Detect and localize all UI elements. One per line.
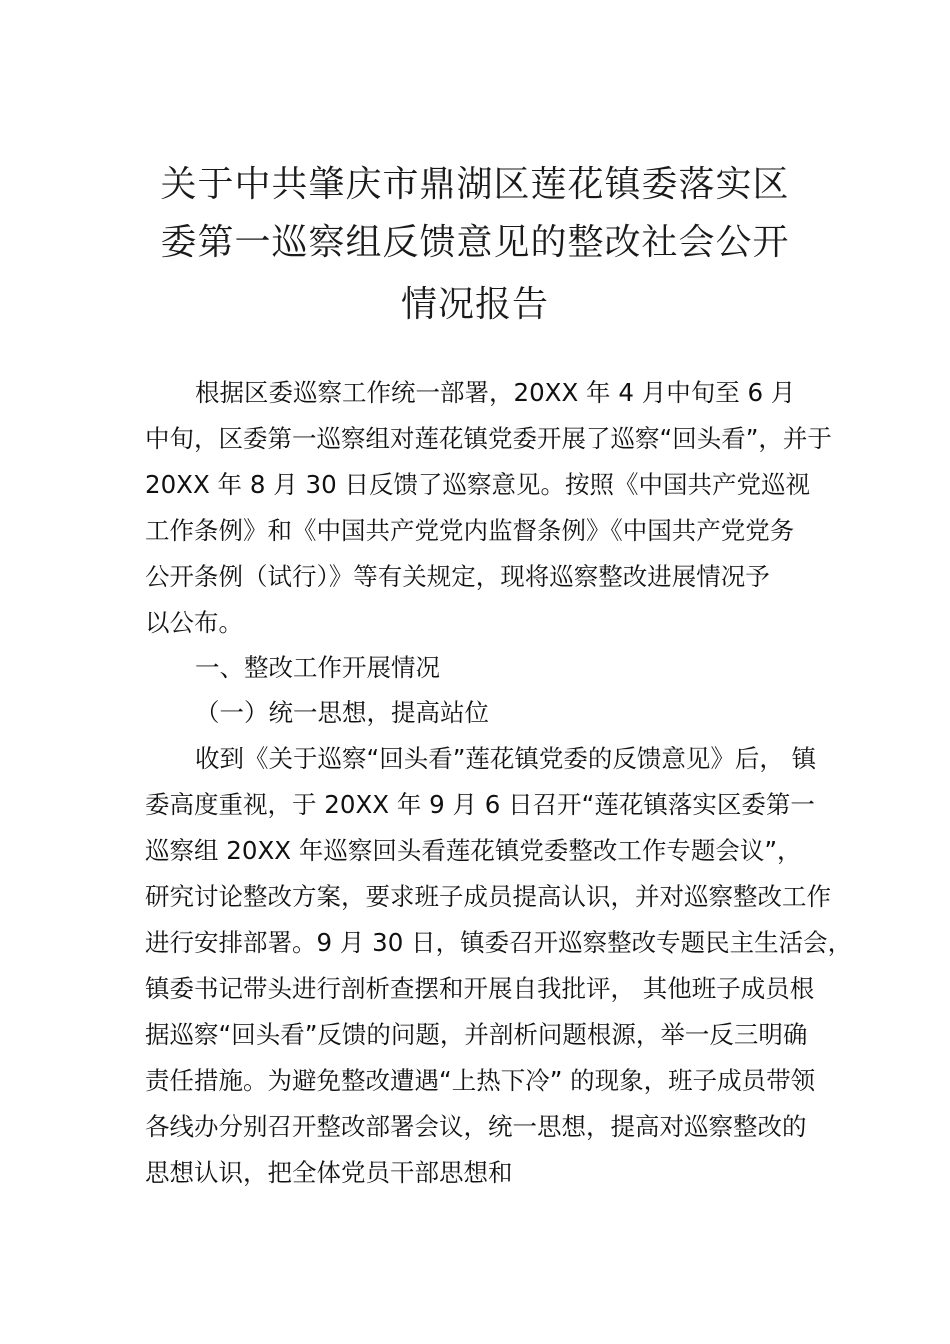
document-title-line-3: 情况报告 — [400, 284, 549, 325]
body-line-13: 进行安排部署。9 月 30 日，镇委召开巡察整改专题民主生活会， — [145, 928, 853, 957]
body-line-2: 中旬，区委第一巡察组对莲花镇党委开展了巡察“回头看”，并于 — [145, 424, 832, 453]
document-title-line-1: 关于中共肇庆市鼎湖区莲花镇委落实区 — [160, 164, 790, 205]
subsection-heading-1: （一）统一思想，提高站位 — [195, 698, 489, 727]
body-line-15: 据巡察“回头看”反馈的问题，并剖析问题根源，举一反三明确 — [145, 1020, 808, 1049]
body-line-1: 根据区委巡察工作统一部署，20XX 年 4 月中旬至 6 月 — [195, 378, 796, 407]
section-heading-1: 一、整改工作开展情况 — [195, 653, 440, 682]
body-line-14: 镇委书记带头进行剖析查摆和开展自我批评， 其他班子成员根 — [145, 974, 815, 1003]
document-title-line-2: 委第一巡察组反馈意见的整改社会公开 — [160, 222, 790, 263]
body-line-10: 委高度重视，于 20XX 年 9 月 6 日召开“莲花镇落实区委第一 — [145, 790, 815, 819]
body-line-11: 巡察组 20XX 年巡察回头看莲花镇党委整改工作专题会议”， — [145, 836, 802, 865]
body-line-9: 收到《关于巡察“回头看”莲花镇党委的反馈意见》后， 镇 — [195, 744, 817, 773]
body-line-12: 研究讨论整改方案，要求班子成员提高认识，并对巡察整改工作 — [145, 882, 831, 911]
body-line-4: 工作条例》和《中国共产党党内监督条例》《中国共产党党务 — [145, 516, 795, 545]
body-line-3: 20XX 年 8 月 30 日反馈了巡察意见。按照《中国共产党巡视 — [145, 470, 810, 499]
body-line-5: 公开条例（试行）》等有关规定，现将巡察整改进展情况予 — [145, 562, 770, 591]
body-line-6: 以公布。 — [145, 608, 243, 637]
body-line-18: 思想认识，把全体党员干部思想和 — [145, 1158, 513, 1187]
body-line-17: 各线办分别召开整改部署会议，统一思想，提高对巡察整改的 — [145, 1112, 807, 1141]
body-line-16: 责任措施。为避免整改遭遇“上热下冷” 的现象，班子成员带领 — [145, 1066, 816, 1095]
